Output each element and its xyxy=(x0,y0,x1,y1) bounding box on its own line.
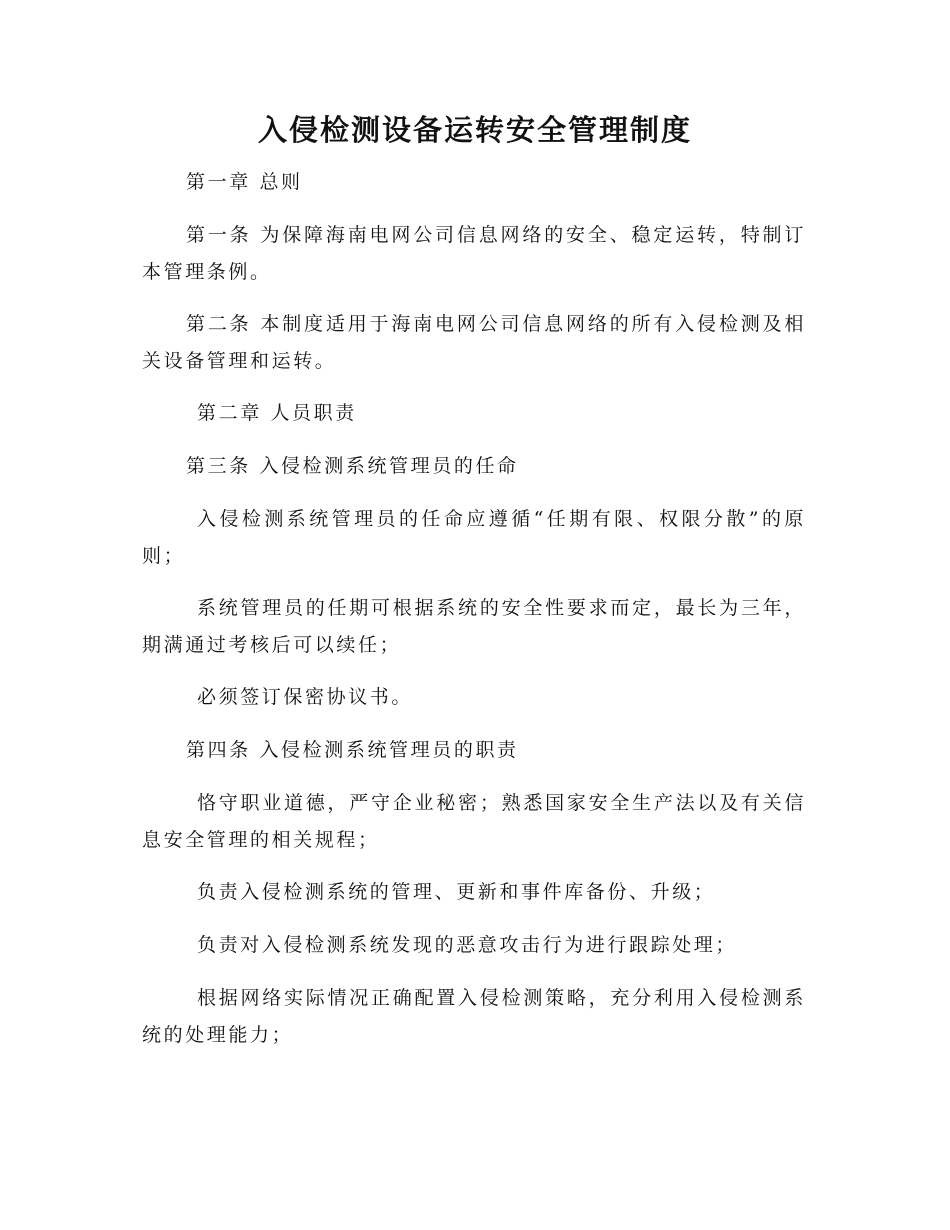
article-4-item-2: 负责入侵检测系统的管理、更新和事件库备份、升级； xyxy=(197,881,716,903)
article-1: 第一条 为保障海南电网公司信息网络的安全、稳定运转，特制订本管理条例。 xyxy=(142,224,806,283)
chapter-2-heading: 第二章 人员职责 xyxy=(197,402,357,424)
chapter-1-heading: 第一章 总则 xyxy=(186,171,303,193)
article-4: 第四条 入侵检测系统管理员的职责 xyxy=(186,739,519,761)
article-4-item-3: 负责对入侵检测系统发现的恶意攻击行为进行跟踪处理； xyxy=(197,934,738,956)
article-4-item-4: 根据网络实际情况正确配置入侵检测策略，充分利用入侵检测系统的处理能力； xyxy=(142,987,806,1046)
article-3-item-2: 系统管理员的任期可根据系统的安全性要求而定，最长为三年，期满通过考核后可以续任； xyxy=(142,597,806,656)
article-2: 第二条 本制度适用于海南电网公司信息网络的所有入侵检测及相关设备管理和运转。 xyxy=(142,313,806,372)
article-4-item-1: 恪守职业道德，严守企业秘密；熟悉国家安全生产法以及有关信息安全管理的相关规程； xyxy=(142,792,806,851)
article-3-item-3: 必须签订保密协议书。 xyxy=(197,686,414,708)
document-title: 入侵检测设备运转安全管理制度 xyxy=(257,113,692,147)
article-3: 第三条 入侵检测系统管理员的任命 xyxy=(186,455,519,477)
article-3-item-1: 入侵检测系统管理员的任命应遵循“任期有限、权限分散”的原则； xyxy=(142,508,806,567)
